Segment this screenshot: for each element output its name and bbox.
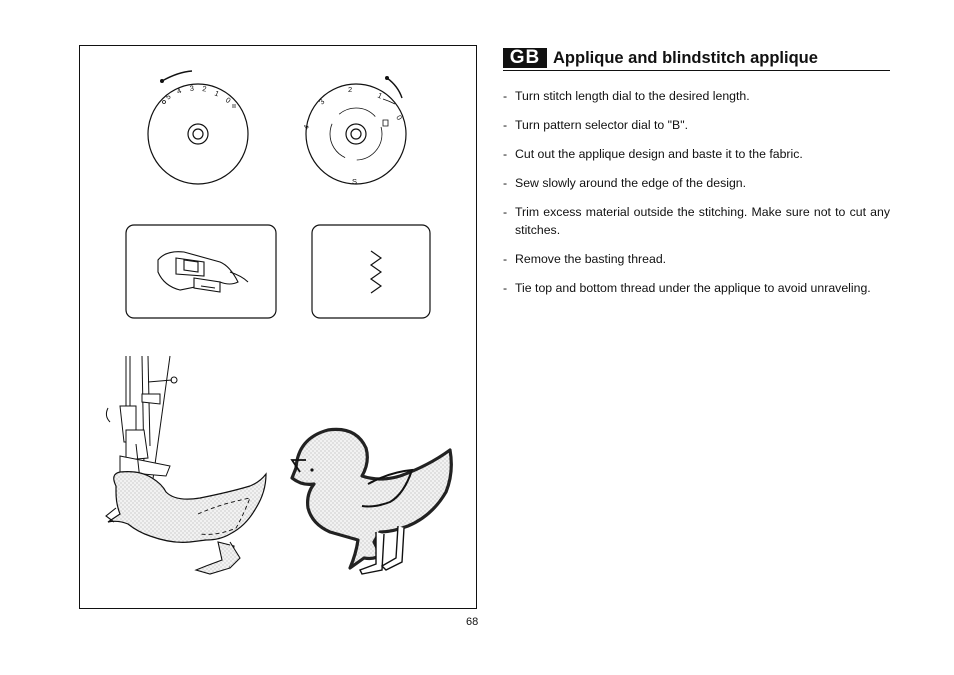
selector-number-0: 0 xyxy=(394,113,405,122)
selector-number-4: 4 xyxy=(301,123,312,131)
dial-number-3: 3 xyxy=(189,83,195,93)
bullet-dash: - xyxy=(503,147,508,161)
duck-applique-fabric xyxy=(108,472,266,543)
instruction-text: Turn pattern selector dial to "B". xyxy=(515,118,688,132)
instruction-item xyxy=(503,145,890,163)
instruction-text: Sew slowly around the edge of the design. xyxy=(515,176,747,190)
instruction-text: Tie top and bottom thread under the applique to avoid unraveling. xyxy=(515,281,871,295)
bullet-dash: - xyxy=(503,281,508,295)
instruction-text: Cut out the applique design and baste it to the fabric. xyxy=(515,147,803,161)
selector-number-2: 2 xyxy=(348,85,353,94)
selector-number-1: 1 xyxy=(376,90,384,101)
bullet-dash: - xyxy=(503,176,508,190)
dial-number-1: 1 xyxy=(213,88,221,99)
bullet-dash: - xyxy=(503,252,508,266)
bullet-dash: - xyxy=(503,205,508,219)
instruction-item xyxy=(503,250,890,268)
bullet-dash: - xyxy=(503,89,508,103)
sewing-applique-illustration xyxy=(106,356,266,574)
page-number: 68 xyxy=(466,616,479,628)
dial-number-2: 2 xyxy=(201,84,208,94)
dial-number-5: 5 xyxy=(163,91,173,102)
section-title: Applique and blindstitch applique xyxy=(553,49,818,67)
section-header xyxy=(503,46,890,71)
instruction-text: Remove the basting thread. xyxy=(515,252,667,266)
selector-label-s: S xyxy=(352,177,358,186)
instruction-text: Trim excess material outside the stitching. Make sure not to cut any stitches. xyxy=(515,205,890,237)
pattern-selector-dial xyxy=(301,76,406,186)
language-badge: GB xyxy=(503,48,547,68)
illustration-frame xyxy=(79,45,477,609)
selector-number-3: 3 xyxy=(317,97,327,107)
instruction-item xyxy=(503,87,890,105)
instruction-list xyxy=(503,87,890,308)
instruction-item xyxy=(503,116,890,134)
bullet-dash: - xyxy=(503,118,508,132)
dial-number-4: 4 xyxy=(175,85,183,96)
dial-number-0: 0 xyxy=(223,95,233,106)
stitch-pattern-panel xyxy=(312,225,430,318)
instruction-text: Turn stitch length dial to the desired length. xyxy=(515,89,750,103)
instruction-item xyxy=(503,279,890,297)
instruction-item xyxy=(503,174,890,192)
instruction-item xyxy=(503,203,890,239)
presser-foot-panel xyxy=(126,225,276,318)
finished-duck-applique xyxy=(292,429,451,574)
stitch-length-dial xyxy=(148,71,248,184)
